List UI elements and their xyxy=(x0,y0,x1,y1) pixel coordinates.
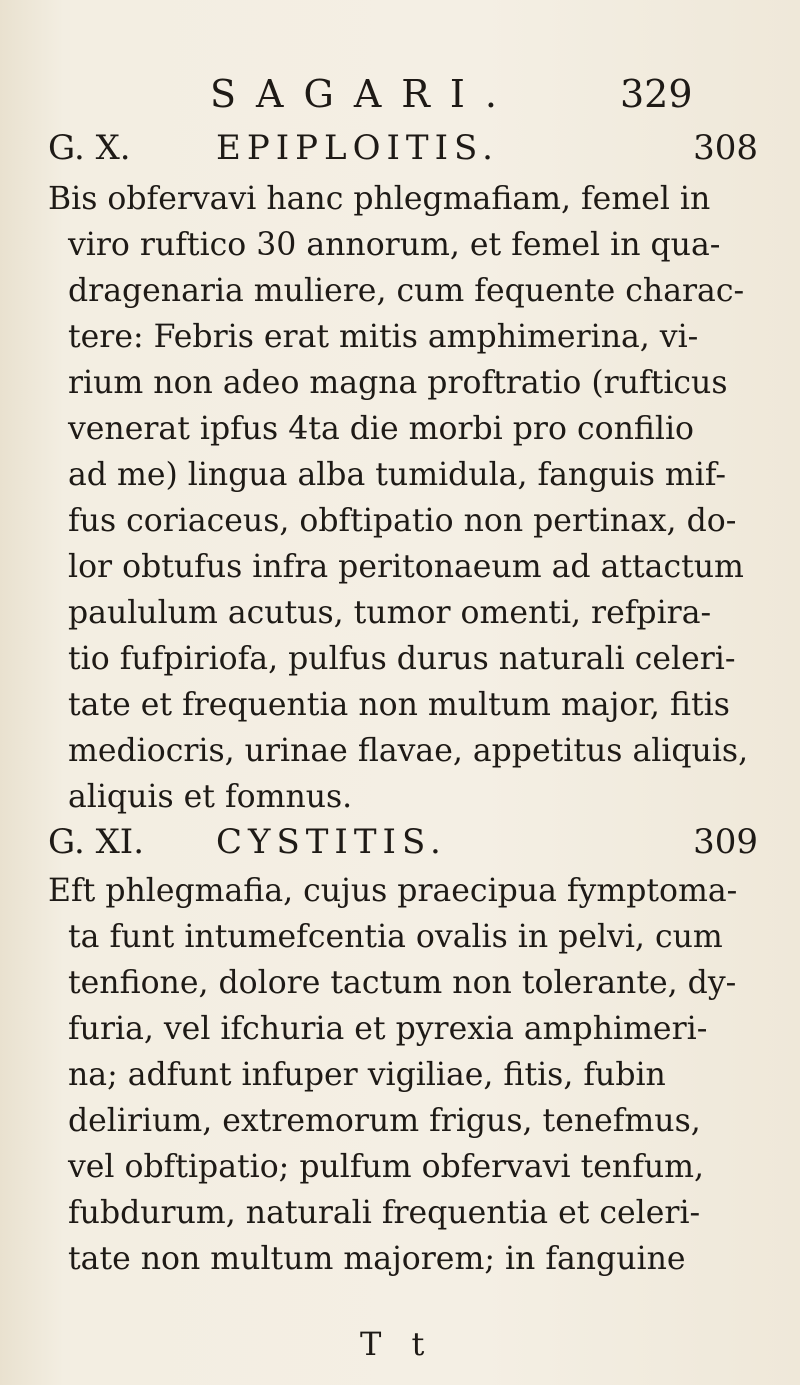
text-line: aliquis et fomnus. xyxy=(68,779,353,815)
text-line: tere: Febris erat mitis amphimerina, vi- xyxy=(68,319,699,355)
running-head-title: SAGARI. xyxy=(210,72,517,116)
signature-mark: T t xyxy=(360,1325,435,1363)
text-line: mediocris, urinae flavae, appetitus aliquis, xyxy=(68,733,749,769)
text-line: tate non multum majorem; in fanguine xyxy=(68,1241,686,1277)
text-line: rium non adeo magna proftratio (rufticus xyxy=(68,365,728,401)
text-line: fus coriaceus, obftipatio non pertinax, do- xyxy=(68,503,737,539)
section-title: EPIPLOITIS. xyxy=(216,128,499,168)
text-line: Eft phlegmafia, cujus praecipua fymptoma- xyxy=(48,873,738,909)
section-number: 309 xyxy=(693,822,758,862)
section-title: CYSTITIS. xyxy=(216,822,447,862)
text-line: Bis obfervavi hanc phlegmafiam, femel in xyxy=(48,181,711,217)
text-line: lor obtufus infra peritonaeum ad attactum xyxy=(68,549,744,585)
text-line: tate et frequentia non multum major, fitis xyxy=(68,687,730,723)
text-line: tenfione, dolore tactum non tolerante, dy- xyxy=(68,965,737,1001)
text-line: ta funt intumefcentia ovalis in pelvi, cum xyxy=(68,919,723,955)
text-line: na; adfunt infuper vigiliae, fitis, fubin xyxy=(68,1057,666,1093)
text-line: paululum acutus, tumor omenti, refpira- xyxy=(68,595,712,631)
page-number: 329 xyxy=(620,72,693,116)
text-line: tio fufpiriofa, pulfus durus naturali celeri- xyxy=(68,641,736,677)
text-line: fubdurum, naturali frequentia et celeri- xyxy=(68,1195,701,1231)
section-number: 308 xyxy=(693,128,758,168)
text-line: dragenaria muliere, cum fequente charac- xyxy=(68,273,745,309)
text-line: delirium, extremorum frigus, tenefmus, xyxy=(68,1103,701,1139)
section-heading-cystitis xyxy=(48,822,758,868)
running-head xyxy=(0,72,800,122)
text-line: viro ruftico 30 annorum, et femel in qua- xyxy=(68,227,721,263)
text-line: ad me) lingua alba tumidula, fanguis mif- xyxy=(68,457,727,493)
text-line: venerat ipfus 4ta die morbi pro confilio xyxy=(68,411,694,447)
text-line: furia, vel ifchuria et pyrexia amphimeri- xyxy=(68,1011,708,1047)
text-line: vel obftipatio; pulfum obfervavi tenfum, xyxy=(68,1149,705,1185)
genus-label: G. X. xyxy=(48,128,131,168)
genus-label: G. XI. xyxy=(48,822,145,862)
section-heading-epiploitis xyxy=(48,128,758,174)
